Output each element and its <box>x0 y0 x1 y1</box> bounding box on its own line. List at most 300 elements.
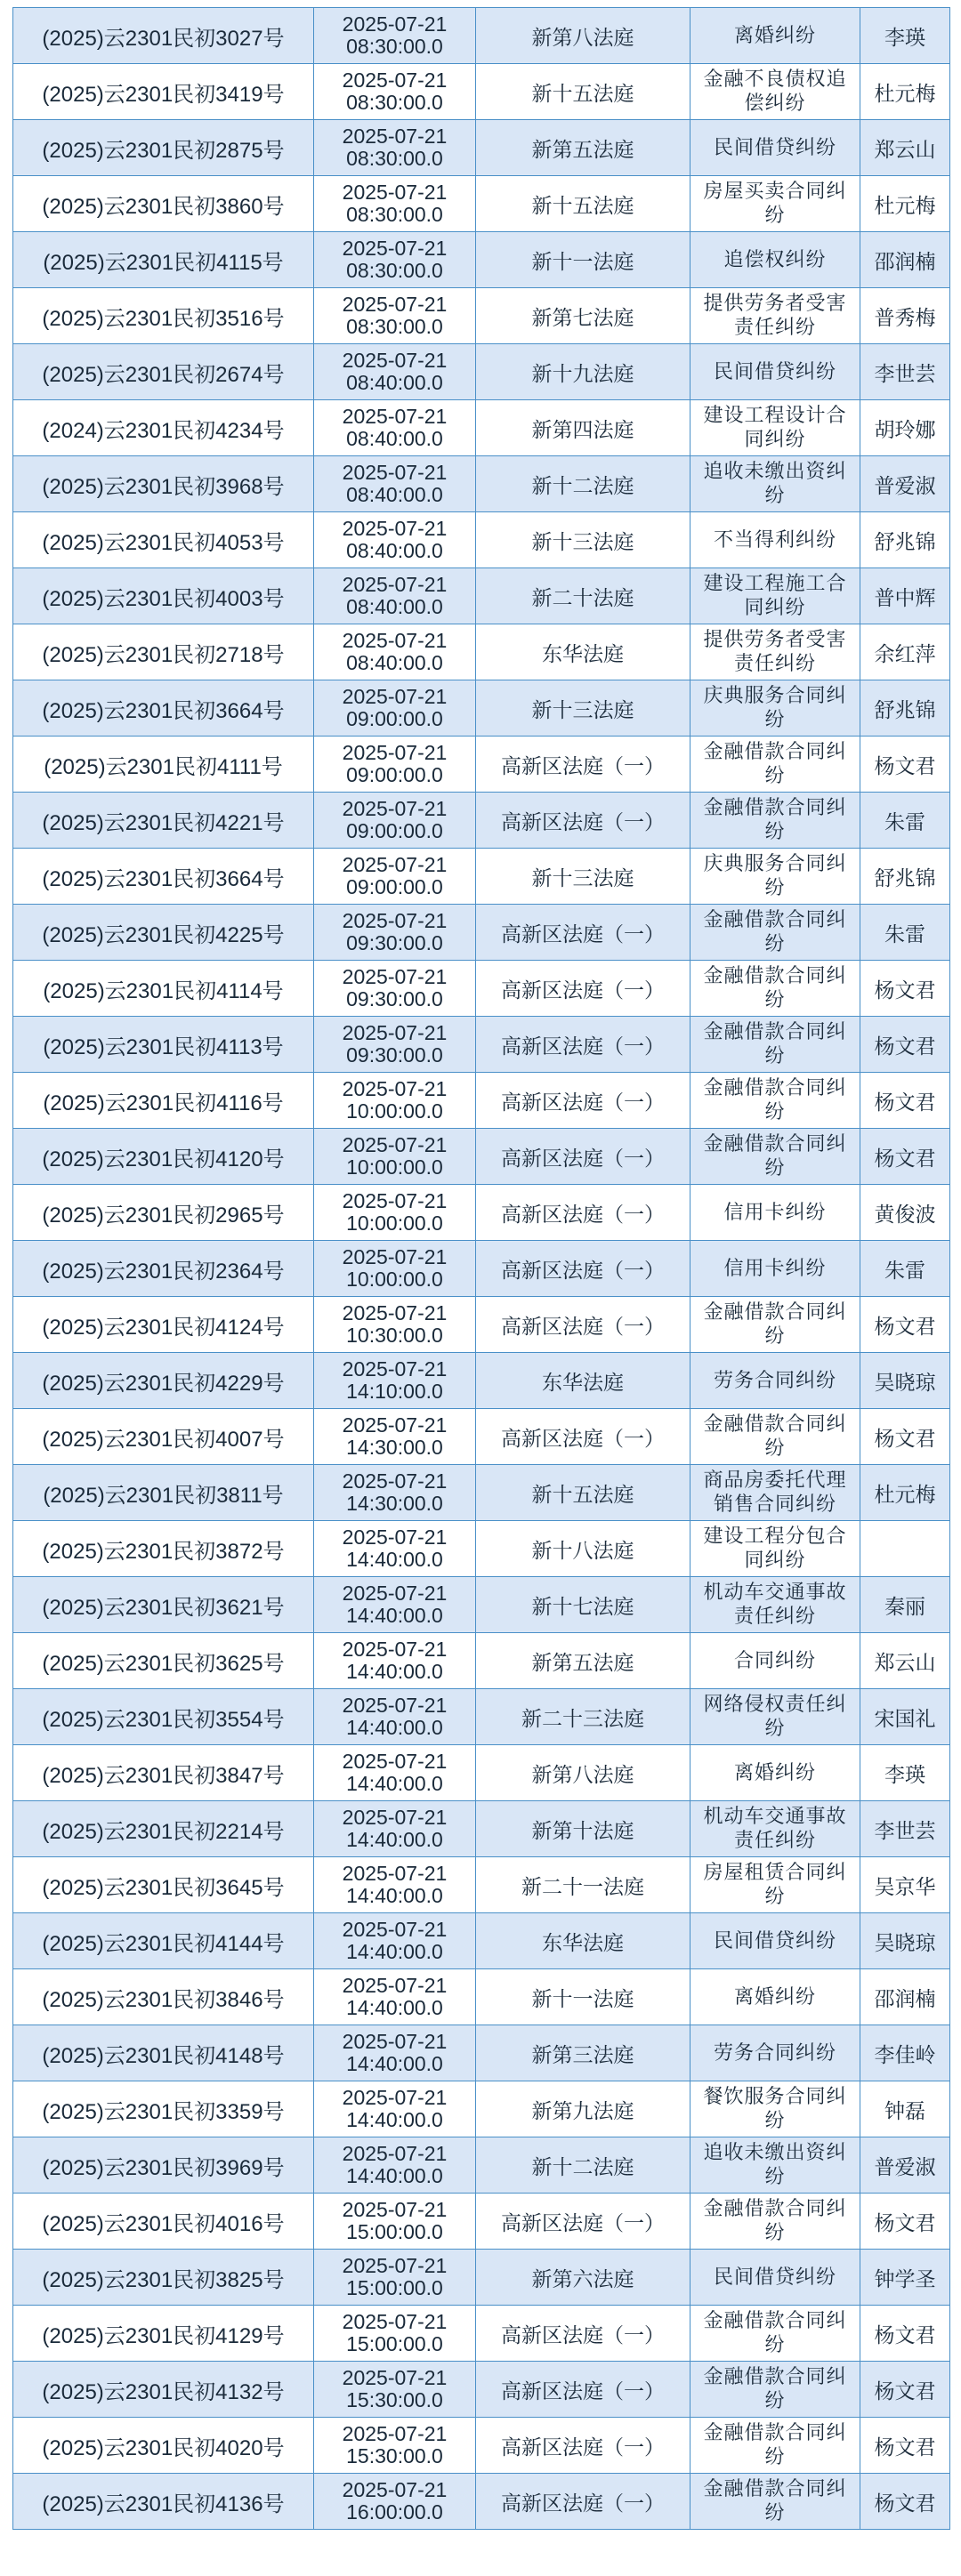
courtroom-cell: 新十七法庭 <box>476 1577 690 1633</box>
hearing-time-cell <box>314 2362 476 2418</box>
case-number-cell: (2025)云2301民初2674号 <box>13 344 314 400</box>
table-row <box>13 1017 950 1073</box>
case-cause-cell: 金融借款合同纠纷 <box>690 905 860 961</box>
hearing-clock-time: 08:30:00.0 <box>346 147 443 170</box>
hearing-clock-time: 14:40:00.0 <box>346 2052 443 2075</box>
table-row <box>13 1185 950 1241</box>
judge-cell: 舒兆锦 <box>860 512 950 568</box>
hearing-date: 2025-07-21 <box>342 1189 448 1212</box>
case-number-cell: (2025)云2301民初3645号 <box>13 1857 314 1913</box>
hearing-clock-time: 14:40:00.0 <box>346 1940 443 1963</box>
judge-cell: 普爱淑 <box>860 456 950 512</box>
hearing-clock-time: 15:00:00.0 <box>346 2276 443 2299</box>
courtroom-cell: 新十五法庭 <box>476 64 690 120</box>
case-number-cell: (2025)云2301民初4114号 <box>13 961 314 1017</box>
hearing-time-cell <box>314 1801 476 1857</box>
courtroom-cell: 新第五法庭 <box>476 1633 690 1689</box>
case-number-cell: (2025)云2301民初3872号 <box>13 1521 314 1577</box>
table-row <box>13 1633 950 1689</box>
case-number-cell: (2025)云2301民初4144号 <box>13 1913 314 1969</box>
hearing-clock-time: 08:30:00.0 <box>346 35 443 58</box>
hearing-clock-time: 08:30:00.0 <box>346 91 443 114</box>
courtroom-cell: 新第十法庭 <box>476 1801 690 1857</box>
judge-cell: 宋国礼 <box>860 1689 950 1745</box>
courtroom-cell: 高新区法庭（一） <box>476 1409 690 1465</box>
case-number-cell: (2025)云2301民初3860号 <box>13 176 314 232</box>
table-row <box>13 849 950 905</box>
hearing-date: 2025-07-21 <box>342 1750 448 1773</box>
hearing-clock-time: 08:40:00.0 <box>346 483 443 506</box>
hearing-clock-time: 09:30:00.0 <box>346 931 443 954</box>
hearing-time-cell <box>314 2081 476 2137</box>
table-row <box>13 288 950 344</box>
hearing-time-cell <box>314 1969 476 2025</box>
hearing-date: 2025-07-21 <box>342 1806 448 1829</box>
table-row <box>13 1073 950 1129</box>
hearing-clock-time: 10:00:00.0 <box>346 1155 443 1179</box>
case-number-cell: (2025)云2301民初2214号 <box>13 1801 314 1857</box>
hearing-time-cell <box>314 905 476 961</box>
hearing-clock-time: 08:40:00.0 <box>346 651 443 674</box>
courtroom-cell: 新二十三法庭 <box>476 1689 690 1745</box>
judge-cell: 普爱淑 <box>860 2137 950 2194</box>
hearing-clock-time: 08:30:00.0 <box>346 203 443 226</box>
courtroom-cell: 高新区法庭（一） <box>476 905 690 961</box>
hearing-time-cell <box>314 793 476 849</box>
hearing-clock-time: 08:40:00.0 <box>346 427 443 450</box>
table-row <box>13 456 950 512</box>
hearing-time-cell <box>314 1073 476 1129</box>
courtroom-cell: 东华法庭 <box>476 1353 690 1409</box>
hearing-time-cell <box>314 737 476 793</box>
hearing-date: 2025-07-21 <box>342 405 448 428</box>
judge-cell: 杜元梅 <box>860 64 950 120</box>
hearing-date: 2025-07-21 <box>342 685 448 708</box>
case-number-cell: (2025)云2301民初3027号 <box>13 8 314 64</box>
case-number-cell: (2025)云2301民初3554号 <box>13 1689 314 1745</box>
judge-cell: 杜元梅 <box>860 176 950 232</box>
table-row <box>13 2081 950 2137</box>
table-row <box>13 64 950 120</box>
hearing-date: 2025-07-21 <box>342 12 448 36</box>
table-row <box>13 568 950 624</box>
hearing-date: 2025-07-21 <box>342 2366 448 2389</box>
table-row <box>13 961 950 1017</box>
case-cause-cell: 劳务合同纠纷 <box>690 2025 860 2081</box>
case-cause-cell: 追收未缴出资纠纷 <box>690 2137 860 2194</box>
judge-cell: 普中辉 <box>860 568 950 624</box>
judge-cell: 黄俊波 <box>860 1185 950 1241</box>
hearing-time-cell <box>314 1745 476 1801</box>
hearing-date: 2025-07-21 <box>342 1638 448 1661</box>
hearing-clock-time: 08:30:00.0 <box>346 315 443 338</box>
hearing-date: 2025-07-21 <box>342 237 448 260</box>
case-number-cell: (2025)云2301民初4053号 <box>13 512 314 568</box>
hearing-time-cell <box>314 1353 476 1409</box>
hearing-date: 2025-07-21 <box>342 1974 448 1997</box>
courtroom-cell: 新二十一法庭 <box>476 1857 690 1913</box>
hearing-time-cell <box>314 288 476 344</box>
hearing-clock-time: 14:30:00.0 <box>346 1492 443 1515</box>
table-row <box>13 1969 950 2025</box>
hearing-clock-time: 10:00:00.0 <box>346 1212 443 1235</box>
courtroom-cell: 新第八法庭 <box>476 1745 690 1801</box>
case-cause-cell: 金融借款合同纠纷 <box>690 2474 860 2530</box>
table-row <box>13 1521 950 1577</box>
case-cause-cell: 金融借款合同纠纷 <box>690 2418 860 2474</box>
judge-cell: 杨文君 <box>860 2418 950 2474</box>
case-number-cell: (2025)云2301民初4132号 <box>13 2362 314 2418</box>
case-cause-cell: 房屋租赁合同纠纷 <box>690 1857 860 1913</box>
table-row <box>13 1353 950 1409</box>
hearing-date: 2025-07-21 <box>342 629 448 652</box>
table-row <box>13 344 950 400</box>
case-cause-cell: 追收未缴出资纠纷 <box>690 456 860 512</box>
hearing-clock-time: 09:30:00.0 <box>346 987 443 1010</box>
courtroom-cell: 高新区法庭（一） <box>476 737 690 793</box>
table-row <box>13 793 950 849</box>
case-cause-cell: 金融借款合同纠纷 <box>690 1129 860 1185</box>
case-number-cell: (2025)云2301民初4115号 <box>13 232 314 288</box>
hearing-time-cell <box>314 2474 476 2530</box>
hearing-clock-time: 15:30:00.0 <box>346 2444 443 2467</box>
hearing-time-cell <box>314 2137 476 2194</box>
judge-cell: 胡玲娜 <box>860 400 950 456</box>
case-number-cell: (2025)云2301民初3664号 <box>13 680 314 737</box>
judge-cell: 秦丽 <box>860 1577 950 1633</box>
hearing-time-cell <box>314 1241 476 1297</box>
hearing-time-cell <box>314 568 476 624</box>
table-row <box>13 1577 950 1633</box>
courtroom-cell: 东华法庭 <box>476 1913 690 1969</box>
table-row <box>13 1465 950 1521</box>
judge-cell: 舒兆锦 <box>860 680 950 737</box>
courtroom-cell: 新第九法庭 <box>476 2081 690 2137</box>
table-row <box>13 232 950 288</box>
case-number-cell: (2025)云2301民初3516号 <box>13 288 314 344</box>
judge-cell: 邵润楠 <box>860 1969 950 2025</box>
case-cause-cell: 庆典服务合同纠纷 <box>690 849 860 905</box>
hearing-date: 2025-07-21 <box>342 349 448 372</box>
courtroom-cell: 高新区法庭（一） <box>476 2362 690 2418</box>
case-cause-cell: 金融借款合同纠纷 <box>690 2362 860 2418</box>
hearing-time-cell <box>314 1465 476 1521</box>
hearing-date: 2025-07-21 <box>342 2422 448 2445</box>
case-number-cell: (2025)云2301民初3847号 <box>13 1745 314 1801</box>
case-cause-cell: 民间借贷纠纷 <box>690 120 860 176</box>
courtroom-cell: 新十一法庭 <box>476 1969 690 2025</box>
courtroom-cell: 高新区法庭（一） <box>476 1297 690 1353</box>
judge-cell: 钟磊 <box>860 2081 950 2137</box>
hearing-clock-time: 09:00:00.0 <box>346 819 443 842</box>
table-row <box>13 400 950 456</box>
table-row <box>13 2474 950 2530</box>
hearing-time-cell <box>314 1297 476 1353</box>
judge-cell: 吴晓琼 <box>860 1353 950 1409</box>
case-number-cell: (2025)云2301民初3359号 <box>13 2081 314 2137</box>
hearing-clock-time: 16:00:00.0 <box>346 2500 443 2524</box>
hearing-time-cell <box>314 456 476 512</box>
case-cause-cell: 离婚纠纷 <box>690 8 860 64</box>
table-row <box>13 1857 950 1913</box>
hearing-time-cell <box>314 1913 476 1969</box>
case-number-cell: (2025)云2301民初4007号 <box>13 1409 314 1465</box>
case-cause-cell: 机动车交通事故责任纠纷 <box>690 1577 860 1633</box>
case-number-cell: (2025)云2301民初4225号 <box>13 905 314 961</box>
case-cause-cell: 合同纠纷 <box>690 1633 860 1689</box>
case-number-cell: (2025)云2301民初4003号 <box>13 568 314 624</box>
judge-cell: 朱雷 <box>860 1241 950 1297</box>
case-cause-cell: 餐饮服务合同纠纷 <box>690 2081 860 2137</box>
hearing-time-cell <box>314 120 476 176</box>
case-number-cell: (2025)云2301民初2875号 <box>13 120 314 176</box>
hearing-date: 2025-07-21 <box>342 1301 448 1324</box>
judge-cell: 李瑛 <box>860 8 950 64</box>
hearing-time-cell <box>314 624 476 680</box>
table-row <box>13 737 950 793</box>
table-row <box>13 2137 950 2194</box>
courtroom-cell: 高新区法庭（一） <box>476 1185 690 1241</box>
hearing-time-cell <box>314 1633 476 1689</box>
table-row <box>13 8 950 64</box>
table-row <box>13 2418 950 2474</box>
courtroom-cell: 新十三法庭 <box>476 512 690 568</box>
judge-cell: 杨文君 <box>860 1017 950 1073</box>
case-number-cell: (2025)云2301民初4111号 <box>13 737 314 793</box>
case-cause-cell: 信用卡纠纷 <box>690 1241 860 1297</box>
hearing-time-cell <box>314 2194 476 2250</box>
hearing-date: 2025-07-21 <box>342 1357 448 1381</box>
judge-cell: 李瑛 <box>860 1745 950 1801</box>
hearing-clock-time: 08:40:00.0 <box>346 539 443 562</box>
hearing-date: 2025-07-21 <box>342 2086 448 2109</box>
hearing-date: 2025-07-21 <box>342 68 448 92</box>
hearing-clock-time: 14:40:00.0 <box>346 1996 443 2019</box>
hearing-time-cell <box>314 1129 476 1185</box>
hearing-date: 2025-07-21 <box>342 1021 448 1044</box>
courtroom-cell: 新十二法庭 <box>476 2137 690 2194</box>
hearing-date: 2025-07-21 <box>342 1413 448 1437</box>
case-cause-cell: 建设工程设计合同纠纷 <box>690 400 860 456</box>
table-row <box>13 176 950 232</box>
case-cause-cell: 金融借款合同纠纷 <box>690 737 860 793</box>
case-cause-cell: 金融借款合同纠纷 <box>690 1017 860 1073</box>
judge-cell: 朱雷 <box>860 905 950 961</box>
hearing-date: 2025-07-21 <box>342 1525 448 1549</box>
courtroom-cell: 高新区法庭（一） <box>476 2194 690 2250</box>
hearing-date: 2025-07-21 <box>342 2198 448 2221</box>
hearing-clock-time: 09:00:00.0 <box>346 875 443 898</box>
case-number-cell: (2025)云2301民初3811号 <box>13 1465 314 1521</box>
hearing-clock-time: 14:40:00.0 <box>346 1660 443 1683</box>
hearing-time-cell <box>314 1857 476 1913</box>
hearing-clock-time: 08:30:00.0 <box>346 259 443 282</box>
table-row <box>13 120 950 176</box>
table-body <box>13 8 950 2530</box>
hearing-time-cell <box>314 849 476 905</box>
courtroom-cell: 新十八法庭 <box>476 1521 690 1577</box>
courtroom-cell: 新十五法庭 <box>476 1465 690 1521</box>
hearing-time-cell <box>314 1577 476 1633</box>
judge-cell: 杜元梅 <box>860 1465 950 1521</box>
courtroom-cell: 新十九法庭 <box>476 344 690 400</box>
hearing-date: 2025-07-21 <box>342 2030 448 2053</box>
hearing-time-cell <box>314 512 476 568</box>
judge-cell: 李世芸 <box>860 1801 950 1857</box>
hearing-clock-time: 09:00:00.0 <box>346 763 443 786</box>
judge-cell: 普秀梅 <box>860 288 950 344</box>
hearing-time-cell <box>314 1017 476 1073</box>
case-cause-cell: 民间借贷纠纷 <box>690 1913 860 1969</box>
courtroom-cell: 高新区法庭（一） <box>476 2418 690 2474</box>
case-number-cell: (2025)云2301民初3621号 <box>13 1577 314 1633</box>
case-cause-cell: 金融不良债权追偿纠纷 <box>690 64 860 120</box>
case-number-cell: (2025)云2301民初3825号 <box>13 2250 314 2306</box>
case-cause-cell: 劳务合同纠纷 <box>690 1353 860 1409</box>
courtroom-cell: 新十一法庭 <box>476 232 690 288</box>
hearing-clock-time: 10:00:00.0 <box>346 1099 443 1123</box>
hearing-date: 2025-07-21 <box>342 1469 448 1493</box>
judge-cell: 杨文君 <box>860 2194 950 2250</box>
hearing-date: 2025-07-21 <box>342 293 448 316</box>
hearing-clock-time: 14:30:00.0 <box>346 1436 443 1459</box>
case-cause-cell: 民间借贷纠纷 <box>690 344 860 400</box>
table-row <box>13 624 950 680</box>
hearing-date: 2025-07-21 <box>342 1694 448 1717</box>
table-row <box>13 1745 950 1801</box>
hearing-date: 2025-07-21 <box>342 517 448 540</box>
hearing-date: 2025-07-21 <box>342 1133 448 1156</box>
hearing-date: 2025-07-21 <box>342 2478 448 2501</box>
table-row <box>13 1297 950 1353</box>
judge-cell: 杨文君 <box>860 1129 950 1185</box>
judge-cell: 杨文君 <box>860 1073 950 1129</box>
hearing-date: 2025-07-21 <box>342 965 448 988</box>
hearing-date: 2025-07-21 <box>342 2310 448 2333</box>
judge-cell: 杨文君 <box>860 961 950 1017</box>
case-cause-cell: 金融借款合同纠纷 <box>690 1073 860 1129</box>
case-number-cell: (2025)云2301民初4120号 <box>13 1129 314 1185</box>
hearing-clock-time: 14:40:00.0 <box>346 1604 443 1627</box>
courtroom-cell: 新十五法庭 <box>476 176 690 232</box>
case-number-cell: (2025)云2301民初2965号 <box>13 1185 314 1241</box>
case-number-cell: (2025)云2301民初3625号 <box>13 1633 314 1689</box>
courtroom-cell: 高新区法庭（一） <box>476 1241 690 1297</box>
case-cause-cell: 提供劳务者受害责任纠纷 <box>690 288 860 344</box>
case-cause-cell: 网络侵权责任纠纷 <box>690 1689 860 1745</box>
hearing-date: 2025-07-21 <box>342 2254 448 2277</box>
case-cause-cell: 金融借款合同纠纷 <box>690 793 860 849</box>
hearing-time-cell <box>314 2418 476 2474</box>
judge-cell: 朱雷 <box>860 793 950 849</box>
hearing-date: 2025-07-21 <box>342 1862 448 1885</box>
case-cause-cell: 房屋买卖合同纠纷 <box>690 176 860 232</box>
hearing-date: 2025-07-21 <box>342 461 448 484</box>
hearing-clock-time: 14:40:00.0 <box>346 2164 443 2187</box>
hearing-clock-time: 10:00:00.0 <box>346 1268 443 1291</box>
case-cause-cell: 民间借贷纠纷 <box>690 2250 860 2306</box>
courtroom-cell: 新十二法庭 <box>476 456 690 512</box>
case-number-cell: (2025)云2301民初4113号 <box>13 1017 314 1073</box>
courtroom-cell: 新第八法庭 <box>476 8 690 64</box>
courtroom-cell: 新第六法庭 <box>476 2250 690 2306</box>
judge-cell: 吴晓琼 <box>860 1913 950 1969</box>
table-row <box>13 1241 950 1297</box>
judge-cell: 杨文君 <box>860 2362 950 2418</box>
judge-cell: 舒兆锦 <box>860 849 950 905</box>
table-row <box>13 2250 950 2306</box>
table-row <box>13 2194 950 2250</box>
hearing-clock-time: 14:40:00.0 <box>346 1884 443 1907</box>
courtroom-cell: 新二十法庭 <box>476 568 690 624</box>
case-number-cell: (2025)云2301民初3969号 <box>13 2137 314 2194</box>
courtroom-cell: 高新区法庭（一） <box>476 1129 690 1185</box>
judge-cell: 杨文君 <box>860 1409 950 1465</box>
hearing-clock-time: 15:00:00.0 <box>346 2332 443 2355</box>
courtroom-cell: 新第三法庭 <box>476 2025 690 2081</box>
case-cause-cell: 庆典服务合同纠纷 <box>690 680 860 737</box>
hearing-schedule <box>12 7 949 2530</box>
case-cause-cell: 不当得利纠纷 <box>690 512 860 568</box>
hearing-clock-time: 14:40:00.0 <box>346 1716 443 1739</box>
judge-cell: 杨文君 <box>860 737 950 793</box>
hearing-clock-time: 15:30:00.0 <box>346 2388 443 2411</box>
hearing-clock-time: 10:30:00.0 <box>346 1324 443 1347</box>
hearing-clock-time: 08:40:00.0 <box>346 595 443 618</box>
case-cause-cell: 建设工程施工合同纠纷 <box>690 568 860 624</box>
case-cause-cell: 商品房委托代理销售合同纠纷 <box>690 1465 860 1521</box>
judge-cell: 李世芸 <box>860 344 950 400</box>
case-cause-cell: 信用卡纠纷 <box>690 1185 860 1241</box>
table-row <box>13 905 950 961</box>
judge-cell: 杨文君 <box>860 1297 950 1353</box>
hearing-time-cell <box>314 8 476 64</box>
table-row <box>13 680 950 737</box>
case-cause-cell: 金融借款合同纠纷 <box>690 961 860 1017</box>
case-cause-cell: 离婚纠纷 <box>690 1969 860 2025</box>
judge-cell: 杨文君 <box>860 2306 950 2362</box>
case-number-cell: (2025)云2301民初3846号 <box>13 1969 314 2025</box>
hearing-time-cell <box>314 1521 476 1577</box>
courtroom-cell: 新第四法庭 <box>476 400 690 456</box>
case-number-cell: (2024)云2301民初4234号 <box>13 400 314 456</box>
courtroom-cell: 高新区法庭（一） <box>476 961 690 1017</box>
judge-cell: 李佳岭 <box>860 2025 950 2081</box>
case-number-cell: (2025)云2301民初4148号 <box>13 2025 314 2081</box>
judge-cell: 余红萍 <box>860 624 950 680</box>
case-cause-cell: 金融借款合同纠纷 <box>690 1409 860 1465</box>
table-row <box>13 2025 950 2081</box>
judge-cell: 郑云山 <box>860 120 950 176</box>
courtroom-cell: 高新区法庭（一） <box>476 2474 690 2530</box>
courtroom-cell: 新十三法庭 <box>476 849 690 905</box>
hearing-time-cell <box>314 1689 476 1745</box>
case-number-cell: (2025)云2301民初4129号 <box>13 2306 314 2362</box>
case-number-cell: (2025)云2301民初3968号 <box>13 456 314 512</box>
case-number-cell: (2025)云2301民初4229号 <box>13 1353 314 1409</box>
hearing-time-cell <box>314 2306 476 2362</box>
courtroom-cell: 高新区法庭（一） <box>476 1017 690 1073</box>
judge-cell: 杨文君 <box>860 2474 950 2530</box>
hearing-time-cell <box>314 400 476 456</box>
hearing-clock-time: 08:40:00.0 <box>346 371 443 394</box>
table-row <box>13 1129 950 1185</box>
judge-cell: 邵润楠 <box>860 232 950 288</box>
hearing-clock-time: 14:40:00.0 <box>346 1772 443 1795</box>
hearing-clock-time: 14:40:00.0 <box>346 1828 443 1851</box>
hearing-clock-time: 14:40:00.0 <box>346 2108 443 2131</box>
hearing-clock-time: 09:00:00.0 <box>346 707 443 730</box>
